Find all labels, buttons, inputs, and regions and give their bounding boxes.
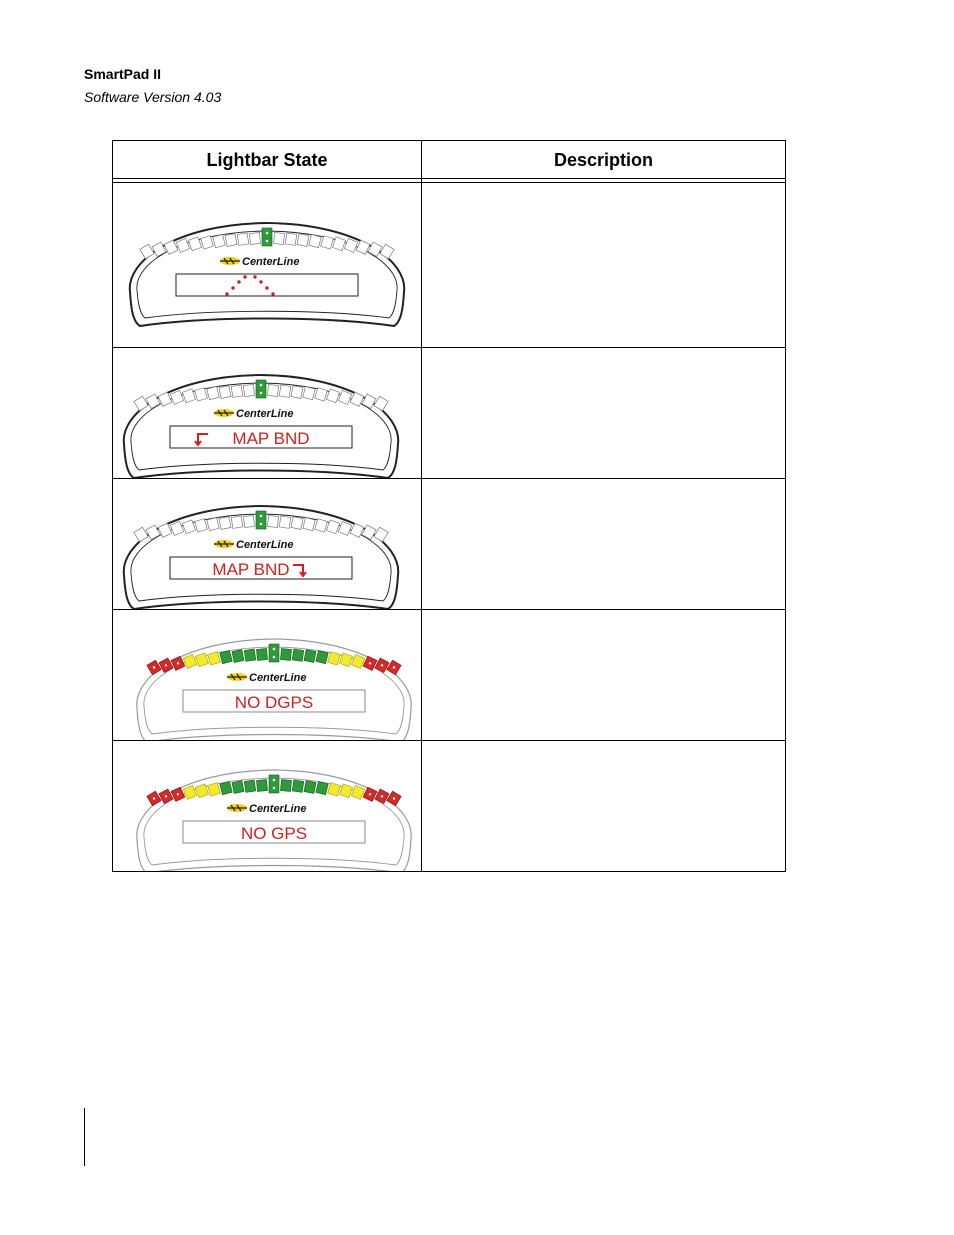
lightbar-device bbox=[113, 348, 421, 478]
header-subtitle: Software Version 4.03 bbox=[84, 89, 222, 105]
lightbar-body bbox=[130, 223, 404, 326]
led-segment bbox=[279, 516, 291, 528]
description-cell bbox=[422, 183, 785, 347]
center-led-dot bbox=[273, 787, 276, 790]
led-segment bbox=[237, 233, 249, 245]
led-segment bbox=[225, 234, 237, 247]
lightbar-image-cell bbox=[113, 741, 421, 871]
center-led-dot bbox=[266, 240, 269, 243]
led-segment bbox=[273, 233, 284, 245]
display-text: NO DGPS bbox=[234, 693, 314, 712]
led-segment bbox=[256, 780, 267, 792]
center-led-dot bbox=[260, 392, 263, 395]
led-segment bbox=[292, 649, 304, 661]
led-segment bbox=[207, 387, 219, 400]
led-segment bbox=[219, 386, 231, 399]
led-segment bbox=[207, 518, 219, 531]
led-segment bbox=[249, 233, 260, 245]
led-segment bbox=[285, 233, 297, 245]
led-segment bbox=[309, 235, 321, 248]
led-segment bbox=[220, 782, 232, 795]
led-segment bbox=[243, 385, 254, 397]
display-text: MAP BND bbox=[212, 560, 290, 579]
display-text: MAP BND bbox=[232, 429, 310, 448]
led-segment bbox=[316, 782, 328, 795]
logo-text: CenterLine bbox=[236, 408, 294, 420]
description-cell bbox=[422, 348, 785, 478]
center-led-dot bbox=[260, 515, 263, 518]
page-margin-rule bbox=[84, 1108, 85, 1166]
header-rule-top bbox=[113, 178, 785, 179]
display-dot bbox=[237, 280, 240, 283]
display-dot bbox=[259, 280, 262, 283]
led-segment-dot bbox=[177, 662, 179, 664]
logo-text: CenterLine bbox=[242, 256, 300, 268]
center-led bbox=[269, 644, 279, 662]
display-dot bbox=[243, 275, 246, 278]
center-led bbox=[262, 228, 272, 246]
led-segment bbox=[292, 780, 304, 792]
led-segment-dot bbox=[177, 793, 179, 795]
display-screen bbox=[176, 274, 358, 296]
lightbar-device bbox=[113, 741, 421, 871]
led-segment-dot bbox=[393, 797, 395, 799]
led-segment bbox=[291, 386, 303, 399]
led-segment bbox=[279, 385, 291, 397]
led-segment-dot bbox=[369, 662, 371, 664]
led-segment bbox=[267, 385, 278, 397]
description-cell bbox=[422, 479, 785, 609]
column-header-lightbar-state: Lightbar State bbox=[206, 150, 328, 170]
led-segment bbox=[220, 651, 232, 664]
column-header-description: Description bbox=[553, 150, 654, 170]
display-dot bbox=[231, 286, 234, 289]
led-segment bbox=[267, 516, 278, 528]
led-segment bbox=[231, 385, 243, 397]
led-segment bbox=[256, 649, 267, 661]
led-segment-dot bbox=[393, 666, 395, 668]
lightbar-device bbox=[113, 183, 421, 347]
center-led-dot bbox=[260, 384, 263, 387]
display-dot bbox=[265, 286, 268, 289]
led-segment bbox=[304, 650, 316, 663]
center-led-dot bbox=[273, 656, 276, 659]
led-segment-dot bbox=[381, 664, 383, 666]
lightbar-image-cell bbox=[113, 183, 421, 347]
center-led-dot bbox=[266, 232, 269, 235]
led-segment-dot bbox=[165, 664, 167, 666]
display-dot bbox=[271, 292, 274, 295]
description-cell bbox=[422, 610, 785, 740]
lightbar-image-cell bbox=[113, 348, 421, 478]
center-led bbox=[269, 775, 279, 793]
lightbar-image-cell bbox=[113, 479, 421, 609]
led-segment bbox=[304, 781, 316, 794]
display-text: NO GPS bbox=[240, 824, 308, 843]
center-led-dot bbox=[273, 648, 276, 651]
led-segment bbox=[232, 781, 244, 794]
lightbar-state-table bbox=[112, 140, 786, 872]
led-segment bbox=[231, 516, 243, 528]
lightbar-image-cell bbox=[113, 610, 421, 740]
header-title: SmartPad II bbox=[84, 66, 162, 82]
led-segment bbox=[243, 516, 254, 528]
display-dot bbox=[225, 292, 228, 295]
led-segment bbox=[297, 234, 309, 247]
led-segment-dot bbox=[153, 666, 155, 668]
lightbar-device bbox=[113, 610, 421, 740]
led-segment-dot bbox=[369, 793, 371, 795]
display-dot bbox=[253, 275, 256, 278]
led-segment-dot bbox=[381, 795, 383, 797]
led-segment-dot bbox=[165, 795, 167, 797]
lightbar-body bbox=[137, 639, 411, 740]
led-segment bbox=[280, 649, 291, 661]
led-segment bbox=[244, 649, 256, 661]
led-segment bbox=[219, 517, 231, 530]
led-segment bbox=[291, 517, 303, 530]
led-segment bbox=[213, 235, 225, 248]
led-segment bbox=[303, 518, 315, 531]
lightbar-device bbox=[113, 479, 421, 609]
description-cell bbox=[422, 741, 785, 871]
logo-text: CenterLine bbox=[249, 803, 307, 815]
center-led-dot bbox=[273, 779, 276, 782]
lightbar-body bbox=[124, 375, 398, 478]
led-segment bbox=[232, 650, 244, 663]
lightbar-body bbox=[124, 506, 398, 609]
led-segment-dot bbox=[153, 797, 155, 799]
logo-text: CenterLine bbox=[249, 672, 307, 684]
led-segment bbox=[316, 651, 328, 664]
led-segment bbox=[280, 780, 291, 792]
logo-text: CenterLine bbox=[236, 539, 294, 551]
lightbar-body bbox=[137, 770, 411, 871]
led-segment bbox=[244, 780, 256, 792]
center-led bbox=[256, 511, 266, 529]
center-led-dot bbox=[260, 523, 263, 526]
center-led bbox=[256, 380, 266, 398]
led-segment bbox=[303, 387, 315, 400]
